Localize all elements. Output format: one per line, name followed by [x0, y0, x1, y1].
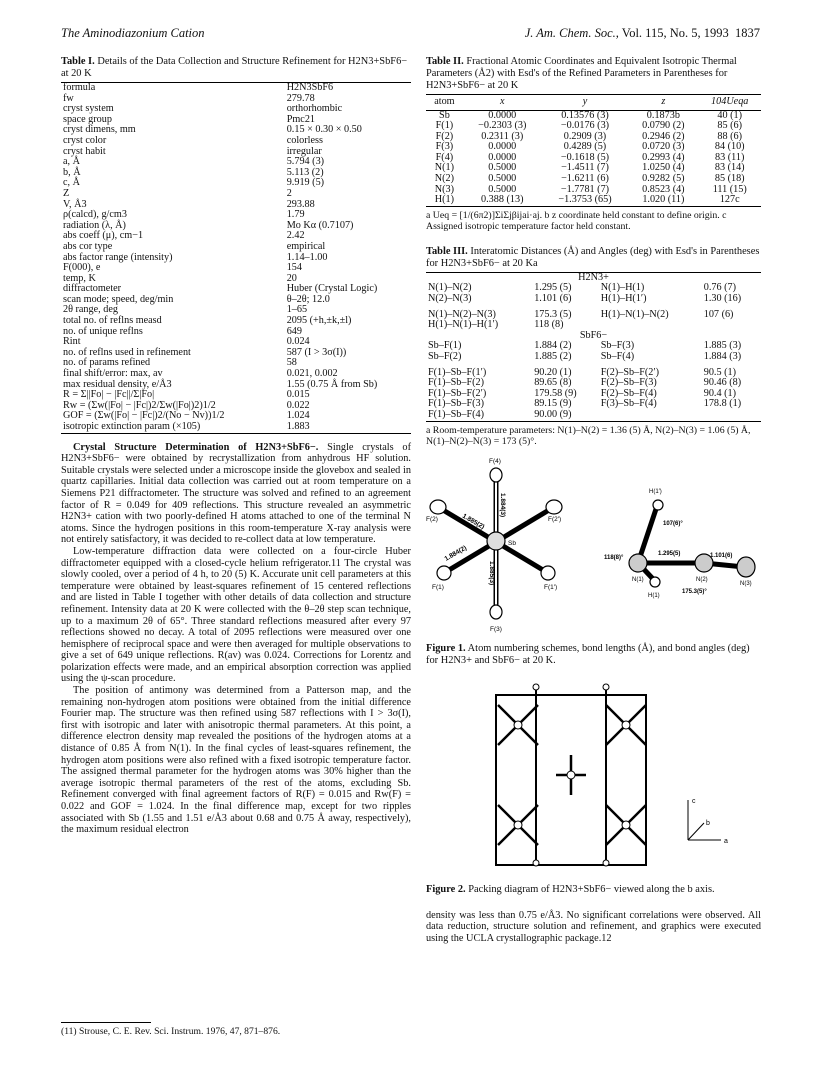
table3-cell: N(1)–N(2) — [428, 282, 472, 294]
table1-row — [61, 327, 411, 338]
table3-cell: Sb–F(1) — [428, 340, 462, 352]
table2-cell: 0.1873b — [646, 109, 680, 121]
table2-cell: 84 (10) — [714, 141, 745, 153]
table2-header: atom — [426, 95, 463, 111]
table1-value: 279.78 — [286, 92, 315, 104]
table3-cell: F(3)–Sb–F(4) — [600, 398, 657, 410]
table1-param: GOF = (Σw(|Fo| − |Fc|)2/(No − Nv))1/2 — [63, 410, 225, 422]
table1-param: scan mode; speed, deg/min — [63, 293, 174, 305]
table1-value: 0.015 — [286, 389, 310, 401]
table3-cell: F(1)–Sb–F(1′) — [428, 366, 487, 378]
table2-cell: −0.1618 (5) — [560, 151, 610, 163]
table1-row — [61, 157, 411, 168]
table2-cell: 0.0790 (2) — [642, 120, 685, 132]
table2-cell: N(2) — [434, 173, 455, 185]
table1-param: Z — [63, 187, 70, 199]
table2-label: Table II. — [426, 56, 464, 67]
table2-header: z — [628, 95, 698, 111]
table1-value: 0.021, 0.002 — [286, 368, 338, 380]
table3-cell: F(1)–Sb–F(2′) — [428, 387, 487, 399]
table2-cell: 0.2946 (2) — [642, 130, 685, 142]
table3 — [426, 272, 761, 422]
table1-param: b, Å — [63, 166, 81, 178]
table1-param: cryst system — [63, 103, 114, 115]
table1-param: space group — [63, 113, 112, 125]
table1-value: empirical — [286, 240, 326, 252]
table3-cell: Sb–F(2) — [428, 351, 462, 362]
label-N3: N(3) — [740, 580, 752, 587]
label-F1p: F(1′) — [544, 583, 558, 591]
table2-cell: 40 (1) — [717, 109, 743, 121]
table3-cell: 107 (6) — [703, 308, 734, 320]
table1-param: temp, K — [63, 272, 96, 284]
table3-row — [426, 352, 761, 363]
footnote — [61, 1022, 411, 1037]
table2-cell: 1.020 (11) — [642, 194, 685, 206]
table1-value: 58 — [286, 357, 297, 369]
table3-row — [426, 294, 761, 305]
table2-cell: 0.0000 — [488, 151, 517, 163]
table1-param: final shift/error: max, av — [63, 368, 163, 380]
table2-cell: 0.4289 (5) — [563, 141, 607, 153]
figure1-drawing — [426, 455, 761, 635]
table1-value: 0.022 — [286, 399, 310, 411]
table1-value: 154 — [286, 262, 302, 274]
table2-cell: F(2) — [435, 130, 454, 142]
table1-param: Rint — [63, 336, 81, 348]
table3-cell: Sb–F(4) — [600, 351, 635, 362]
table1-row — [61, 231, 411, 242]
table3-cell — [702, 320, 761, 331]
volume-info: Vol. 115, No. 5, 1993 — [621, 26, 729, 40]
table3-cation-header: H2N3+ — [578, 271, 609, 283]
journal-name: J. Am. Chem. Soc., — [524, 26, 619, 40]
table1-value: 2 — [286, 187, 292, 199]
table3-cell: F(1)–Sb–F(2) — [428, 377, 485, 389]
table2-cell: 0.2909 (3) — [563, 130, 607, 142]
table1-param: cryst dimens, mm — [63, 124, 136, 136]
table3-cell: 90.5 (1) — [703, 366, 736, 378]
table1-value: irregular — [286, 145, 322, 157]
table2-cell: 0.0000 — [488, 141, 517, 153]
table3-cell — [599, 320, 702, 331]
table3-cell: 179.58 (9) — [534, 387, 577, 399]
section-text — [61, 442, 411, 836]
table1-value: 5.794 (3) — [286, 156, 325, 168]
table2-cell: 0.0720 (3) — [642, 141, 685, 153]
table1-row — [61, 125, 411, 136]
table3-cell: 178.8 (1) — [703, 398, 742, 410]
axis-c-label: c — [692, 798, 696, 806]
table2-cell: −0.2303 (3) — [478, 120, 527, 132]
table2-footnote: a Ueq = [1/(6π2)]ΣiΣjβijai·aj. b z coordinate held constant to define origin. c Assigned isotropic temperature factor held constant. — [426, 209, 727, 232]
label-bond3: 1.884(3) — [499, 492, 506, 517]
figure2-label: Figure 2. — [426, 883, 466, 895]
table1 — [61, 82, 411, 434]
table1-row — [61, 178, 411, 189]
label-N1: N(1) — [632, 576, 644, 583]
table3-cell: 1.295 (5) — [534, 282, 572, 294]
table1-param: R = Σ||Fo| − |Fc||/Σ|Fo| — [63, 389, 155, 401]
label-F4: F(4) — [489, 457, 501, 465]
table1-row — [61, 253, 411, 264]
section-title: Crystal Structure Determination of H2N3+SbF6−. — [73, 441, 319, 453]
label-bond1: 1.885(2) — [461, 512, 486, 531]
table3-label: Table III. — [426, 245, 468, 257]
table1-value: 20 — [286, 272, 297, 284]
table2-cell: −0.0176 (3) — [560, 120, 610, 132]
figure1 — [426, 455, 761, 668]
table3-caption-text: Interatomic Distances (Å) and Angles (deg) with Esd's in Parentheses for H2N3+SbF6− at 20 Ka — [426, 245, 760, 269]
table1-value: 649 — [286, 325, 302, 337]
table2-cell: 0.5000 — [488, 183, 517, 195]
table3-cell: 89.15 (9) — [534, 398, 572, 410]
table1-param: total no. of reflns measd — [63, 315, 162, 327]
table2-cell: 0.8523 (4) — [642, 183, 685, 195]
table1-param: cryst color — [63, 134, 107, 146]
table1-param: Rw = (Σw(|Fo| − |Fc|)2/Σw(|Fo|)2)1/2 — [63, 399, 216, 411]
table1-param: abs coeff (μ), cm−1 — [63, 230, 144, 242]
table2-cell: 83 (14) — [714, 162, 745, 174]
table1-row — [61, 136, 411, 147]
label-dist2: 1.101(6) — [710, 552, 733, 559]
table2-row — [426, 195, 761, 206]
table1-param: max residual density, e/Å3 — [63, 378, 172, 390]
table3-anion-header: SbF6− — [579, 329, 608, 341]
table2-cell: −1.4511 (7) — [561, 162, 609, 174]
table3-cell: 1.885 (3) — [703, 340, 742, 352]
table1-param: abs factor range (intensity) — [63, 251, 173, 263]
table3-cell — [599, 410, 702, 421]
label-dist1: 1.295(5) — [658, 550, 681, 557]
table2-header: x — [463, 95, 542, 111]
table1-param: isotropic extinction param (×105) — [63, 421, 201, 432]
table1-row — [61, 189, 411, 200]
table3-cell: 1.885 (2) — [534, 351, 572, 362]
table2-cell: 0.388 (13) — [481, 194, 524, 206]
table1-param: no. of reflns used in refinement — [63, 346, 191, 358]
table1-param: formula — [63, 82, 96, 93]
figure1-caption — [426, 643, 761, 667]
table1-param: ρ(calcd), g/cm3 — [63, 209, 127, 221]
table3-cell: H(1)–H(1′) — [600, 293, 647, 305]
table2-cell: 0.9282 (5) — [642, 173, 685, 185]
label-F2p: F(2′) — [548, 515, 562, 523]
table1-param: F(000), e — [63, 262, 101, 274]
table2-cell: F(3) — [435, 141, 454, 153]
table3-row — [426, 363, 761, 379]
label-angle2: 118(8)° — [604, 554, 624, 561]
label-H1: H(1) — [648, 592, 660, 599]
table1-value: 9.919 (5) — [286, 177, 325, 189]
table2-cell: N(3) — [434, 183, 455, 195]
table3-cell: 90.46 (8) — [703, 377, 742, 389]
figure2-drawing — [426, 675, 761, 875]
table1-value: 1.883 — [286, 421, 310, 432]
table3-cell: F(1)–Sb–F(3) — [428, 398, 485, 410]
table1-param: 2θ range, deg — [63, 304, 118, 316]
label-Sb: Sb — [508, 539, 516, 547]
axis-a-label: a — [724, 838, 728, 846]
table1-value: Huber (Crystal Logic) — [286, 283, 378, 295]
table2-header: 104Ueqa — [698, 95, 761, 111]
table3-cell: 90.4 (1) — [703, 387, 736, 399]
table3-footnote: a Room-temperature parameters: N(1)–N(2) = 1.36 (5) Å, N(2)–N(3) = 1.06 (5) Å, N(1)–N(2)–N(3) = 173 (5)°. — [426, 424, 751, 447]
table1-param: a, Å — [63, 156, 80, 168]
table2-cell: N(1) — [434, 162, 455, 174]
table1-row — [61, 263, 411, 274]
table2-caption — [426, 56, 761, 92]
table1-value: 2.42 — [286, 230, 305, 242]
table1-caption — [61, 56, 411, 80]
table3-cell: 1.30 (16) — [703, 293, 742, 305]
figure2-caption-text: Packing diagram of H2N3+SbF6− viewed along the b axis. — [468, 883, 715, 895]
right-column — [426, 56, 761, 944]
table3-cell: 90.20 (1) — [534, 366, 572, 378]
figure2 — [426, 675, 761, 896]
table2-cell: −1.3753 (65) — [558, 194, 612, 206]
table2-cell: H(1) — [434, 194, 455, 206]
table2-cell: 111 (15) — [712, 183, 747, 195]
table1-param: fw — [63, 92, 74, 104]
table1-value: 1.79 — [286, 209, 305, 221]
table3-cell: H(1)–N(1)–H(1′) — [428, 319, 499, 331]
table1-value: 2095 (+h,±k,±l) — [286, 315, 352, 327]
label-bond4: 1.885(3) — [488, 560, 495, 585]
table1-value: 0.024 — [286, 336, 310, 348]
table2-header: y — [542, 95, 629, 111]
table2-cell: 0.5000 — [488, 162, 517, 174]
table1-row — [61, 83, 411, 94]
table3-cell: F(2)–Sb–F(4) — [600, 387, 657, 399]
journal-citation — [525, 26, 760, 41]
table2-cell: −1.7781 (7) — [560, 183, 610, 195]
table1-value: 1.55 (0.75 Å from Sb) — [286, 378, 378, 390]
page-number: 1837 — [735, 26, 760, 40]
table3-cell: F(2)–Sb–F(2′) — [600, 366, 659, 378]
table1-param: V, Å3 — [63, 198, 87, 210]
table1-value: θ–2θ; 12.0 — [286, 293, 330, 305]
table2-cell: F(1) — [435, 120, 454, 132]
table2-cell: 88 (6) — [717, 130, 743, 142]
table3-row — [426, 305, 761, 321]
table1-value: 0.15 × 0.30 × 0.50 — [286, 124, 362, 136]
table3-row — [426, 410, 761, 421]
table3-cell: 1.884 (3) — [703, 351, 742, 362]
table1-param: cryst habit — [63, 145, 106, 157]
table2-cell: 1.0250 (4) — [642, 162, 685, 174]
table2-cell: 0.0000 — [488, 109, 517, 121]
table1-row — [61, 147, 411, 158]
figure1-caption-text: Atom numbering schemes, bond lengths (Å), and bond angles (deg) for H2N3+ and SbF6− at 20 K. — [426, 643, 750, 667]
table1-value: 293.88 — [286, 198, 315, 210]
table1-row — [61, 168, 411, 179]
table1-value: colorless — [286, 134, 323, 146]
figure1-label: Figure 1. — [426, 643, 466, 655]
section-paragraph-3: The position of antimony was determined from a Patterson map, and the remaining non-hydrogen atom positions were obtained from the initial difference Fourier map. The structure was then refined using 587 reflections with I > 3σ(I), first with isotropic and later with anisotropic thermal parameters. At this point, a difference electron density map revealed the positions of the hydrogen atoms at a distance of 0.85 Å from N(1). In the final cycles of least-squares refinement, the hydrogen atom positions were also refined with a fixed isotropic temperature factor. The assigned thermal parameter for the hydrogen atoms was 30% higher than the average isotropic thermal parameters of the rest of the atoms, excluding Sb. Refinement converged with final agreement factors of R(F) = 0.015 and Rw(F) = 0.022 and GOF = 1.024. In the final difference map, except for two ripples associated with Sb (1.55 and 1.51 e/Å3 about 0.68 and 0.75 Å away, respectively), the maximum residual electron — [61, 685, 411, 836]
table1-param: no. of params refined — [63, 357, 151, 369]
label-F1: F(1) — [432, 583, 444, 591]
section-paragraph-2: Low-temperature diffraction data were collected on a four-circle Huber diffractometer equipped with a closed-cycle helium refrigerator.11 The crystal was slowly cooled, over a period of 4 h, to 20 (5) K. Accurate unit cell parameters at this temperature were obtained by least-squares refinement of 15 centered reflections and are listed in Table I together with other details of data collection and structure refinement. Intensity data at 20 K were collected with the θ–2θ step scan technique, up to a maximum 2θ of 65°. Three standard reflections measured after every 97 reflections showed no decay. A total of 2095 reflections were measured over one hemisphere of reciprocal space and were then averaged for multiple observations to give a set of 649 unique reflections. R(av) was 0.024. Corrections for Lorentz and polarization effects were made, and an empirical absorption correction was applied using the ψ-scan procedure. — [61, 545, 411, 685]
table1-caption-text: Details of the Data Collection and Structure Refinement for H2N3+SbF6− at 20 K — [61, 56, 408, 79]
table2-cell: 127c — [719, 194, 740, 206]
table1-row — [61, 422, 411, 433]
table1-value: 1–65 — [286, 304, 308, 316]
running-head: The Aminodiazonium Cation — [61, 26, 205, 40]
table3-cell: 1.101 (6) — [534, 293, 572, 305]
table2-cell: 0.2311 (3) — [481, 130, 524, 142]
label-H1p: H(1′) — [649, 488, 662, 495]
label-N2: N(2) — [696, 576, 708, 583]
table3-cell: 175.3 (5) — [534, 308, 572, 320]
table3-cell: 118 (8) — [534, 319, 564, 331]
axis-b-label: b — [706, 820, 710, 828]
table3-cell: F(2)–Sb–F(3) — [600, 377, 657, 389]
label-angle3: 175.3(5)° — [682, 588, 707, 595]
table2-cell: F(4) — [435, 151, 454, 163]
table3-cell: 90.00 (9) — [534, 408, 572, 420]
section-paragraph-1: Single crystals of H2N3+SbF6− were obtained by recrystallization from anhydrous HF solution. Suitable crystals were selected under a microscope inside the glovebox and sealed in quartz capillaries. Initial data collection was carried out at room temperature on a Siemens P21 diffractometer. The structure was solved and refined to an agreement factor of R = 0.049 for 409 reflections. This structure revealed an asymmetric H2N3+ cation with two poorly-defined H atoms attached to one of the terminal N atoms. Since the hydrogen positions in this room-temperature X-ray analysis were not entirely satisfactory, it was decided to re-collect data at low temperature. — [61, 441, 411, 546]
table3-cell — [702, 410, 761, 421]
table3-cell: N(1)–N(2)–N(3) — [428, 308, 496, 320]
table2-cell: 0.5000 — [488, 173, 517, 185]
table2-cell: 83 (11) — [715, 151, 745, 163]
table1-value: 587 (I > 3σ(I)) — [286, 346, 347, 358]
label-F3: F(3) — [490, 625, 502, 633]
table2-cell: 85 (6) — [717, 120, 743, 132]
table1-param: radiation (λ, Å) — [63, 219, 126, 231]
table2-caption-text: Fractional Atomic Coordinates and Equivalent Isotropic Thermal Parameters (Å2) with Esd's of the Refined Parameters in Parentheses for H2N3+SbF6− at 20 K — [426, 56, 737, 91]
table3-cell: 89.65 (8) — [534, 377, 572, 389]
table3-cell: 1.884 (2) — [534, 340, 572, 352]
table1-value: 5.113 (2) — [286, 166, 324, 178]
table1-value: Pmc21 — [286, 113, 316, 125]
table2-cell: 85 (18) — [714, 173, 745, 185]
table3-cell: N(1)–H(1) — [600, 282, 645, 294]
table1-param: abs cor type — [63, 240, 113, 252]
table2-cell: 0.13576 (3) — [561, 109, 609, 121]
footnote-text: (11) Strouse, C. E. Rev. Sci. Instrum. 1976, 47, 871–876. — [61, 1026, 281, 1037]
table3-cell: F(1)–Sb–F(4) — [428, 408, 485, 420]
table1-row — [61, 242, 411, 253]
table1-value: Mo Kα (0.7107) — [286, 219, 354, 231]
left-column — [61, 56, 411, 836]
table3-cell: N(2)–N(3) — [428, 293, 472, 305]
table2 — [426, 94, 761, 207]
table1-value: 1.14–1.00 — [286, 251, 328, 263]
label-bond2: 1.884(2) — [443, 544, 468, 563]
figure2-caption — [426, 884, 761, 896]
table2-cell: Sb — [439, 109, 450, 121]
table3-cell: H(1)–N(1)–N(2) — [600, 308, 669, 320]
table2-cell: −1.6211 (6) — [561, 173, 609, 185]
table1-label: Table I. — [61, 56, 95, 67]
right-paragraph: density was less than 0.75 e/Å3. No significant correlations were observed. All data reduction, structure solution and refinement, and graphics were executed using the UCLA crystallographic package.12 — [426, 909, 761, 944]
table1-value: H2N3SbF6 — [286, 82, 334, 93]
table3-cell: Sb–F(3) — [600, 340, 635, 352]
table3-cell: 0.76 (7) — [703, 282, 736, 294]
table1-value: orthorhombic — [286, 103, 343, 115]
label-angle1: 107(6)° — [663, 520, 683, 527]
table1-param: c, Å — [63, 177, 80, 189]
table1-param: no. of unique reflns — [63, 325, 143, 337]
table1-row — [61, 104, 411, 115]
label-F2: F(2) — [426, 515, 438, 523]
table1-value: 1.024 — [286, 410, 310, 422]
table3-caption — [426, 246, 761, 270]
table1-param: diffractometer — [63, 283, 122, 295]
table2-cell: 0.2993 (4) — [642, 151, 685, 163]
